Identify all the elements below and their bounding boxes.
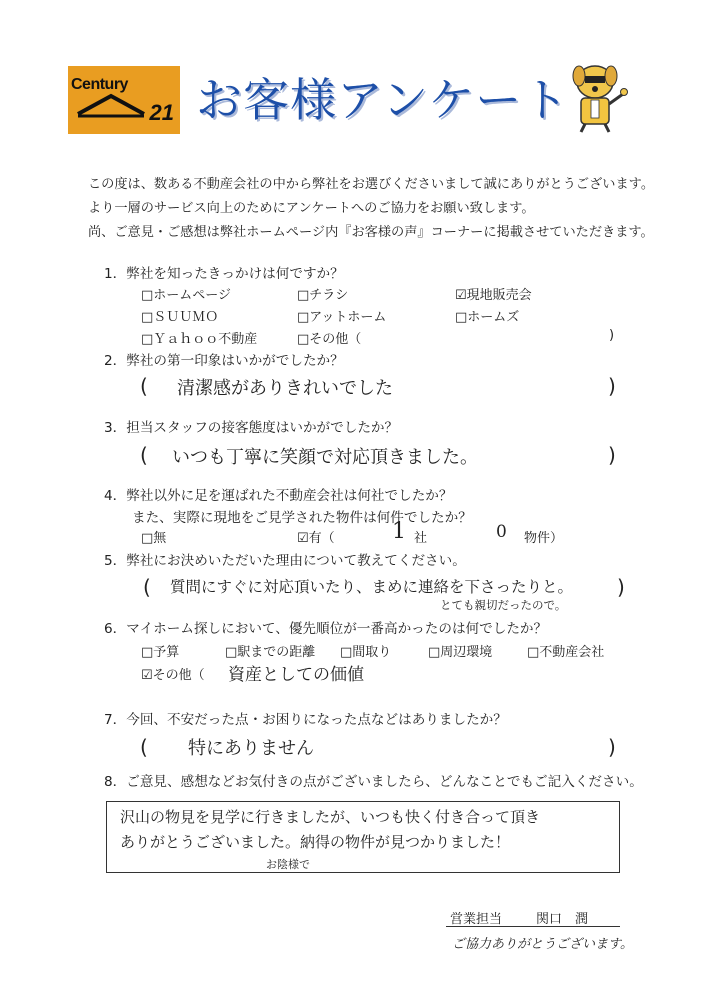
q2-answer[interactable]: 清潔感がありきれいでした xyxy=(177,378,393,399)
q7-close-paren: ) xyxy=(608,735,616,759)
q4-option-none[interactable]: □無 xyxy=(141,531,167,546)
q7-answer[interactable]: 特にありません xyxy=(188,738,314,759)
q4-company-count[interactable]: 1 xyxy=(392,519,406,544)
century21-logo xyxy=(68,66,180,134)
mascot-dog-icon xyxy=(565,62,631,134)
q3-answer[interactable]: いつも丁寧に笑顔で対応頂きました。 xyxy=(172,447,478,468)
q8-answer-line-2: ありがとうございました。納得の物件が見つかりました！ xyxy=(120,833,511,851)
q6-label: 6．マイホーム探しにおいて、優先順位が一番高かったのは何でしたか？ xyxy=(104,621,548,637)
q4-property-count[interactable]: 0 xyxy=(496,522,507,542)
q6-option-surroundings[interactable]: □周辺環境 xyxy=(428,645,493,660)
thanks-text: ご協力ありがとうございます。 xyxy=(452,937,633,952)
house-roof-icon xyxy=(76,92,146,118)
logo-21-text: 21 xyxy=(149,100,174,125)
intro-line-1: この度は、数ある不動産会社の中から弊社をお選びくださいまして誠にありがとうございます。 xyxy=(88,177,655,192)
q6-option-station-distance[interactable]: □駅までの距離 xyxy=(225,645,316,660)
q1-option-flyer[interactable]: □チラシ xyxy=(297,288,349,303)
intro-line-2: より一層のサービス向上のためにアンケートへのご協力をお願い致します。 xyxy=(88,201,535,216)
staff-underline xyxy=(446,926,620,927)
q4-label-2: また、実際に現地をご見学された物件は何件でしたか？ xyxy=(132,510,472,526)
q6-option-other[interactable]: ☑その他（ xyxy=(141,668,205,683)
q1-option-athome[interactable]: □アットホーム xyxy=(297,310,387,325)
q1-option-homepage[interactable]: □ホームページ xyxy=(141,288,232,303)
q5-answer-line-2[interactable]: とても親切だったので。 xyxy=(440,598,567,612)
q4-option-yes[interactable]: ☑有（ xyxy=(297,531,335,546)
q1-label: 1．弊社を知ったきっかけは何ですか？ xyxy=(104,266,344,282)
q1-option-suumo[interactable]: □ＳＵＵＭＯ xyxy=(141,310,219,325)
q3-label: 3．担当スタッフの接客態度はいかがでしたか？ xyxy=(104,420,399,436)
page-title: お客様アンケート xyxy=(196,73,570,127)
q6-option-realtor[interactable]: □不動産会社 xyxy=(527,645,605,660)
q8-answer-line-3: お陰様で xyxy=(266,858,310,871)
q5-close-paren: ) xyxy=(617,575,625,599)
q5-label: 5．弊社にお決めいただいた理由について教えてください。 xyxy=(104,553,466,569)
q8-label: 8．ご意見、感想などお気付きの点がございましたら、どんなことでもご記入ください。 xyxy=(104,774,643,790)
q3-open-paren: ( xyxy=(140,443,148,467)
q7-open-paren: ( xyxy=(140,735,148,759)
staff-name: 関口 潤 xyxy=(536,912,589,927)
q4-label: 4．弊社以外に足を運ばれた不動産会社は何社でしたか？ xyxy=(104,488,453,504)
q6-option-floor-plan[interactable]: □間取り xyxy=(340,645,392,660)
q6-option-budget[interactable]: □予算 xyxy=(141,645,180,660)
q4-unit-company: 社 xyxy=(414,531,428,546)
q2-close-paren: ) xyxy=(608,374,616,398)
q7-label: 7．今回、不安だった点・お困りになった点などはありましたか？ xyxy=(104,712,507,728)
logo-century-text: Century xyxy=(71,76,128,93)
q3-close-paren: ) xyxy=(608,443,616,467)
q6-other-answer[interactable]: 資産としての価値 xyxy=(228,665,364,685)
q2-label: 2．弊社の第一印象はいかがでしたか？ xyxy=(104,353,344,369)
q5-open-paren: ( xyxy=(143,575,151,599)
q1-option-other[interactable]: □その他（ xyxy=(297,332,362,347)
q1-option-yahoo[interactable]: □Ｙａｈｏｏ不動産 xyxy=(141,332,258,347)
q1-close-paren: ) xyxy=(609,328,615,343)
q4-unit-property: 物件） xyxy=(524,531,564,546)
q1-option-homes[interactable]: □ホームズ xyxy=(455,310,520,325)
q8-answer-line-1: 沢山の物見を見学に行きましたが、いつも快く付き合って頂き xyxy=(120,808,541,826)
q5-answer-line-1[interactable]: 質問にすぐに対応頂いたり、まめに連絡を下さったりと。 xyxy=(170,578,574,596)
q1-option-onsite-sale[interactable]: ☑現地販売会 xyxy=(455,288,532,303)
staff-label: 営業担当 xyxy=(450,912,503,927)
q2-open-paren: ( xyxy=(140,374,148,398)
intro-line-3: 尚、ご意見・ご感想は弊社ホームページ内『お客様の声』コーナーに掲載させていただきます。 xyxy=(88,225,654,240)
